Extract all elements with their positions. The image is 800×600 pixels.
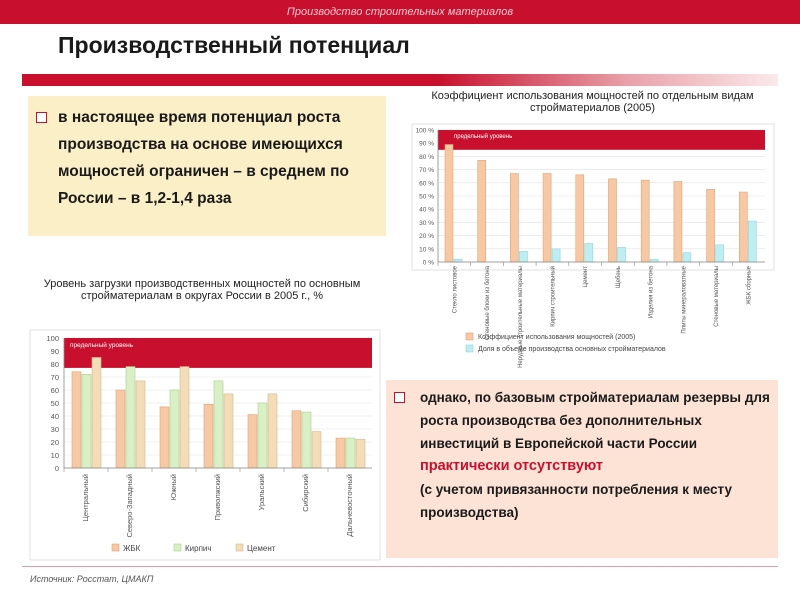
chart2-bar xyxy=(214,381,223,468)
chart1-bar xyxy=(641,180,649,262)
callout-reserves-highlight: практически отсутствуют xyxy=(420,458,604,474)
chart1-bar xyxy=(543,174,551,262)
chart2 xyxy=(30,330,380,560)
chart1-xtick-label: Изделия из бетона xyxy=(648,266,655,319)
chart1-bar xyxy=(707,189,715,262)
chart1-bar xyxy=(748,221,756,262)
chart1-legend-label: Доля в объеме производства основных стройматериалов xyxy=(478,346,666,353)
chart2-legend-label: Цемент xyxy=(247,544,276,553)
chart2-bar xyxy=(346,438,355,468)
chart1-bar xyxy=(683,253,691,262)
chart1-xtick-label: Кирпич строительный xyxy=(550,266,557,327)
chart2-ytick: 30 xyxy=(50,425,59,434)
callout-reserves-note: (с учетом привязанности потребления к месту производства) xyxy=(420,482,732,520)
chart1-xtick-label: Цемент xyxy=(583,266,590,288)
chart2-legend-swatch xyxy=(174,544,181,551)
chart1-bar xyxy=(445,145,453,262)
callout-reserves-text xyxy=(420,386,775,524)
chart2-xtick-label: Северо-Западный xyxy=(125,474,134,538)
chart1-ytick: 30 % xyxy=(419,219,434,227)
chart1-bar xyxy=(716,245,724,262)
chart1-ytick: 90 % xyxy=(419,140,434,148)
chart1-bar xyxy=(609,179,617,262)
chart2-bar xyxy=(126,367,135,468)
source-note: Источник: Росстат, ЦМАКП xyxy=(30,574,154,584)
chart2-bar xyxy=(180,367,189,468)
chart2-limit-label: предельный уровень xyxy=(70,342,134,349)
chart2-xtick-label: Южный xyxy=(169,474,178,501)
chart2-bar xyxy=(248,415,257,468)
chart2-bar xyxy=(302,412,311,468)
chart1-title: Коэффициент использования мощностей по отдельным видам стройматериалов (2005) xyxy=(431,90,754,114)
chart2-ytick: 10 xyxy=(50,451,59,460)
chart1 xyxy=(412,124,774,368)
chart2-legend-swatch xyxy=(236,544,243,551)
chart1-bar xyxy=(519,251,527,262)
chart2-ytick: 70 xyxy=(50,373,59,382)
chart1-limit-label: предельный уровень xyxy=(454,134,513,140)
chart2-xtick-label: Уральский xyxy=(257,474,266,511)
chart1-xtick-label: Щебень xyxy=(615,266,622,289)
chart1-xtick-label: Нерудные строительные материалы xyxy=(517,266,524,368)
footer-rule xyxy=(22,566,778,567)
chart1-ytick: 50 % xyxy=(419,193,434,201)
chart2-bar xyxy=(356,439,365,468)
chart2-bar xyxy=(136,381,145,468)
chart2-bar xyxy=(92,358,101,469)
chart2-bar xyxy=(82,374,91,468)
chart2-ytick: 20 xyxy=(50,438,59,447)
chart1-bar xyxy=(739,192,747,262)
chart2-xtick-label: Центральный xyxy=(81,474,90,522)
chart2-title: Уровень загрузки производственных мощностей по основным стройматериалам в округах России в 2005 г., % xyxy=(43,278,361,302)
chart1-xtick-label: ЖБК сборные xyxy=(746,266,753,305)
chart2-xtick-label: Приволжский xyxy=(213,474,222,521)
chart1-ytick: 70 % xyxy=(419,167,434,175)
chart2-xtick-label: Дальневосточный xyxy=(345,474,354,537)
chart1-bar xyxy=(510,174,518,262)
chart1-legend-swatch xyxy=(466,333,473,340)
chart1-bar xyxy=(618,247,626,262)
chart1-xtick-label: Стеновые материалы xyxy=(713,266,720,327)
chart2-bar xyxy=(336,438,345,468)
chart2-bar xyxy=(204,404,213,468)
chart1-legend-label: Коэффициент использования мощностей (2005) xyxy=(478,334,636,341)
chart1-bar xyxy=(576,175,584,262)
chart1-bar xyxy=(674,181,682,262)
header-category: Производство строительных материалов xyxy=(286,6,514,18)
chart2-bar xyxy=(170,390,179,468)
chart1-ytick: 10 % xyxy=(419,246,434,254)
chart2-bar xyxy=(72,372,81,468)
chart1-legend-swatch xyxy=(466,345,473,352)
callout-potential-text: в настоящее время потенциал роста производства на основе имеющихся мощностей ограничен – в среднем по России – в 1,2-1,4 раза xyxy=(58,109,349,207)
chart1-bar xyxy=(552,249,560,262)
callout-reserves-main: однако, по базовым стройматериалам резервы для роста производства без дополнительных инвестиций в Европейской части России xyxy=(420,390,770,451)
chart2-ytick: 100 xyxy=(46,334,59,343)
page-title: Производственный потенциал xyxy=(58,32,410,58)
chart2-bar xyxy=(160,407,169,468)
chart2-ytick: 40 xyxy=(50,412,59,421)
chart2-xtick-label: Сибирский xyxy=(301,474,310,512)
chart1-bar xyxy=(478,160,486,262)
chart1-ytick: 60 % xyxy=(419,180,434,188)
chart2-bar xyxy=(312,432,321,468)
chart2-legend-label: Кирпич xyxy=(185,544,212,553)
chart2-bar xyxy=(116,390,125,468)
chart1-bar xyxy=(585,244,593,262)
bullet-square-icon xyxy=(394,392,405,403)
chart2-legend-swatch xyxy=(112,544,119,551)
chart2-ytick: 90 xyxy=(50,347,59,356)
chart1-xtick-label: Стеновые блоки из бетона xyxy=(485,266,492,341)
chart1-xtick-label: Стекло листовое xyxy=(452,266,459,314)
chart1-ytick: 100 % xyxy=(415,127,434,135)
chart2-ytick: 0 xyxy=(54,464,59,473)
chart1-ytick: 20 % xyxy=(419,233,434,241)
chart2-ytick: 60 xyxy=(50,386,59,395)
chart2-ytick: 80 xyxy=(50,360,59,369)
chart1-xtick-label: Плиты минераловатные xyxy=(681,266,688,334)
chart2-legend-label: ЖБК xyxy=(123,544,141,553)
chart2-bar xyxy=(292,411,301,468)
chart2-bar xyxy=(224,394,233,468)
chart1-ytick: 40 % xyxy=(419,206,434,214)
chart2-bar xyxy=(268,394,277,468)
chart1-ytick: 80 % xyxy=(419,153,434,161)
chart2-ytick: 50 xyxy=(50,399,59,408)
chart2-bar xyxy=(258,403,267,468)
chart1-ytick: 0 % xyxy=(422,259,434,267)
